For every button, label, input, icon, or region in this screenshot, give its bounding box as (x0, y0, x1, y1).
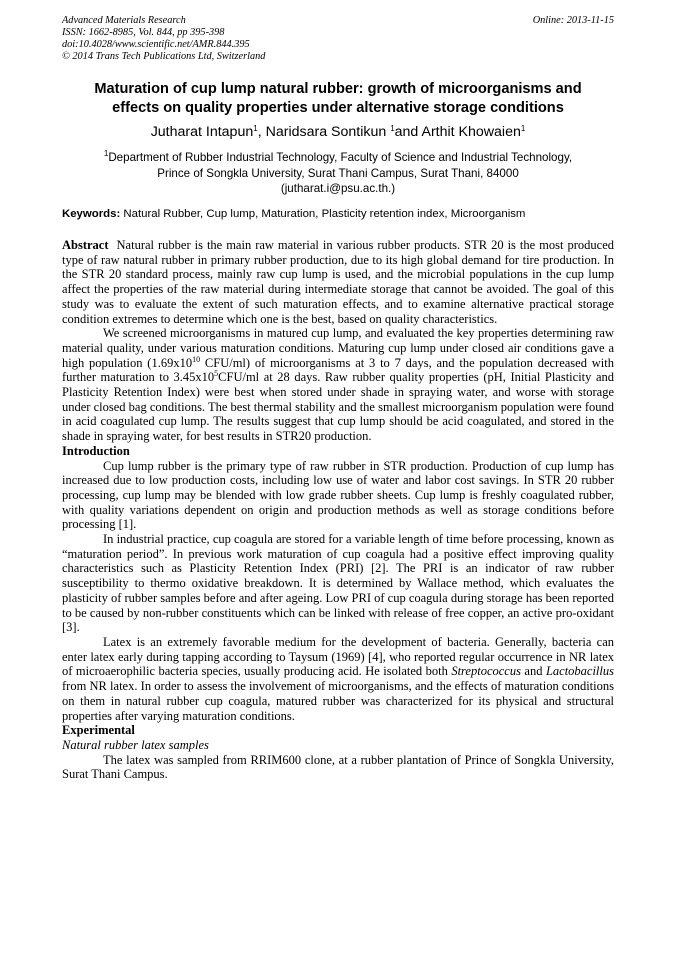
author-3-affil-mark: 1 (520, 124, 526, 133)
abstract-paragraph-1: Abstract Natural rubber is the main raw material in various rubber products. STR 20 is the most produced type of raw natural rubber in primary rubber production, due to its high global demand for tire production. In the STR 20 standard process, mainly raw cup lump is used, and the microbial populations in the cup lump affect the properties of the raw material during intermediate storage that cannot be avoided. The goal of this study was to evaluate the extent of such maturation effects, and to examine alternative practical storage condition extremes to determine which one is the best, based on quality characteristics. (62, 238, 614, 326)
author-2-affil-mark: 1 (390, 124, 395, 133)
introduction-paragraph-1: Cup lump rubber is the primary type of raw rubber in STR production. Production of cup lump has increased due to low production costs, including low use of water and labor cost savings. In STR 20 rubber processing, cup lump may be blended with low grade rubber sheets. Cup lump is freshly coagulated rubber, with quality variations dependent on origin and production methods as well as storage conditions before processing [1]. (62, 458, 614, 532)
affiliation (62, 150, 614, 197)
species-lactobacillus: Lactobacillus (545, 664, 614, 679)
introduction-heading: Introduction (62, 443, 130, 458)
copyright-line: © 2014 Trans Tech Publications Ltd, Switzerland (62, 51, 266, 62)
abstract-label: Abstract (62, 238, 109, 252)
author-1-affil-mark: 1 (253, 124, 258, 133)
introduction-paragraph-2: In industrial practice, cup coagula are stored for a variable length of time before processing, known as “maturation period”. In previous work maturation of cup coagula had a positive effect improving quality characteristics such as Plasticity Retention Index (PRI) [2]. The PRI is an indicator of raw rubber susceptibility to thermo oxidative breakdown. It is determined by Wallace method, which evaluates the plasticity of rubber samples before and after ageing. Low PRI of cup coagula during storage has been reported to be caused by non-rubber constituents which can be linked with release of free copper, an active pro-oxidant [3]. (62, 532, 614, 635)
paper-body (62, 238, 614, 782)
affiliation-email: (jutharat.i@psu.ac.th.) (280, 182, 396, 195)
author-1: Jutharat Intapun (150, 124, 254, 140)
introduction-paragraph-3: Latex is an extremely favorable medium for the development of bacteria. Generally, bacteria can enter latex early during tapping according to Taysum (1969) [4], who reported regular occurrence in NR latex of microaerophilic bacteria species, usually producing acid. He isolated both Streptococcus and Lactobacillus from NR latex. In order to assess the involvement of microorganisms, and the effects of maturation conditions on them in natural rubber cup coagula, matured rubber was characterized for its physical and structural properties after varying maturation conditions. (62, 634, 614, 723)
affiliation-line-1: $^1$Department of Rubber Industrial Technology, Faculty of Science and Industrial Technology, (103, 149, 573, 164)
paper-title (62, 80, 614, 118)
issn-line: ISSN: 1662-8985, Vol. 844, pp 395-398 (62, 27, 225, 38)
keywords-label: Keywords: (62, 208, 121, 220)
keywords-text: Natural Rubber, Cup lump, Maturation, Plasticity retention index, Microorganism (123, 208, 526, 220)
title-line-2: effects on quality properties under alternative storage conditions (112, 100, 564, 116)
keywords (62, 207, 614, 221)
affiliation-mark: 1 (103, 149, 109, 158)
author-3: Arthit Khowaien (421, 124, 521, 140)
online-date: Online: 2013-11-15 (532, 15, 614, 26)
experimental-subheading: Natural rubber latex samples (62, 737, 209, 752)
doi-line: doi:10.4028/www.scientific.net/AMR.844.395 (62, 39, 250, 50)
experimental-paragraph-1: The latex was sampled from RRIM600 clone, at a rubber plantation of Prince of Songkla University, Surat Thani Campus. (62, 752, 614, 782)
species-streptococcus: Streptococcus (451, 664, 521, 679)
experimental-heading: Experimental (62, 723, 135, 738)
journal-header (62, 15, 265, 63)
title-line-1: Maturation of cup lump natural rubber: growth of microorganisms and (94, 81, 582, 97)
abstract-paragraph-2: We screened microorganisms in matured cup lump, and evaluated the key properties determining raw material quality, under various maturation conditions. Maturing cup lump under closed air conditions gave a high population ($1.69x10^{10}$ CFU/ml) of microorganisms at 3 to 7 days, and the population decreased with further maturation to $3.45x10^5CFU/ml$ at 28 days. Raw rubber quality properties (pH, Initial Plasticity and Plasticity Retention Index) were best when stored under shade in spraying water, and worse with storage under closed bag conditions. The best thermal stability and the smallest microorganism population were found in acid coagulated cup lump. The results suggest that cup lump should be acid coagulated, and stored in the shade in spraying water, for best results in STR20 production. (62, 326, 614, 444)
journal-name: Advanced Materials Research (62, 15, 186, 26)
author-list: Jutharat Intapun$^1$, Naridsara Sontikun $^1$and Arthit Khowaien$^1$ (150, 124, 526, 140)
author-2: Naridsara Sontikun (265, 124, 387, 140)
affiliation-line-2: Prince of Songkla University, Surat Thani Campus, Surat Thani, 84000 (157, 166, 519, 180)
